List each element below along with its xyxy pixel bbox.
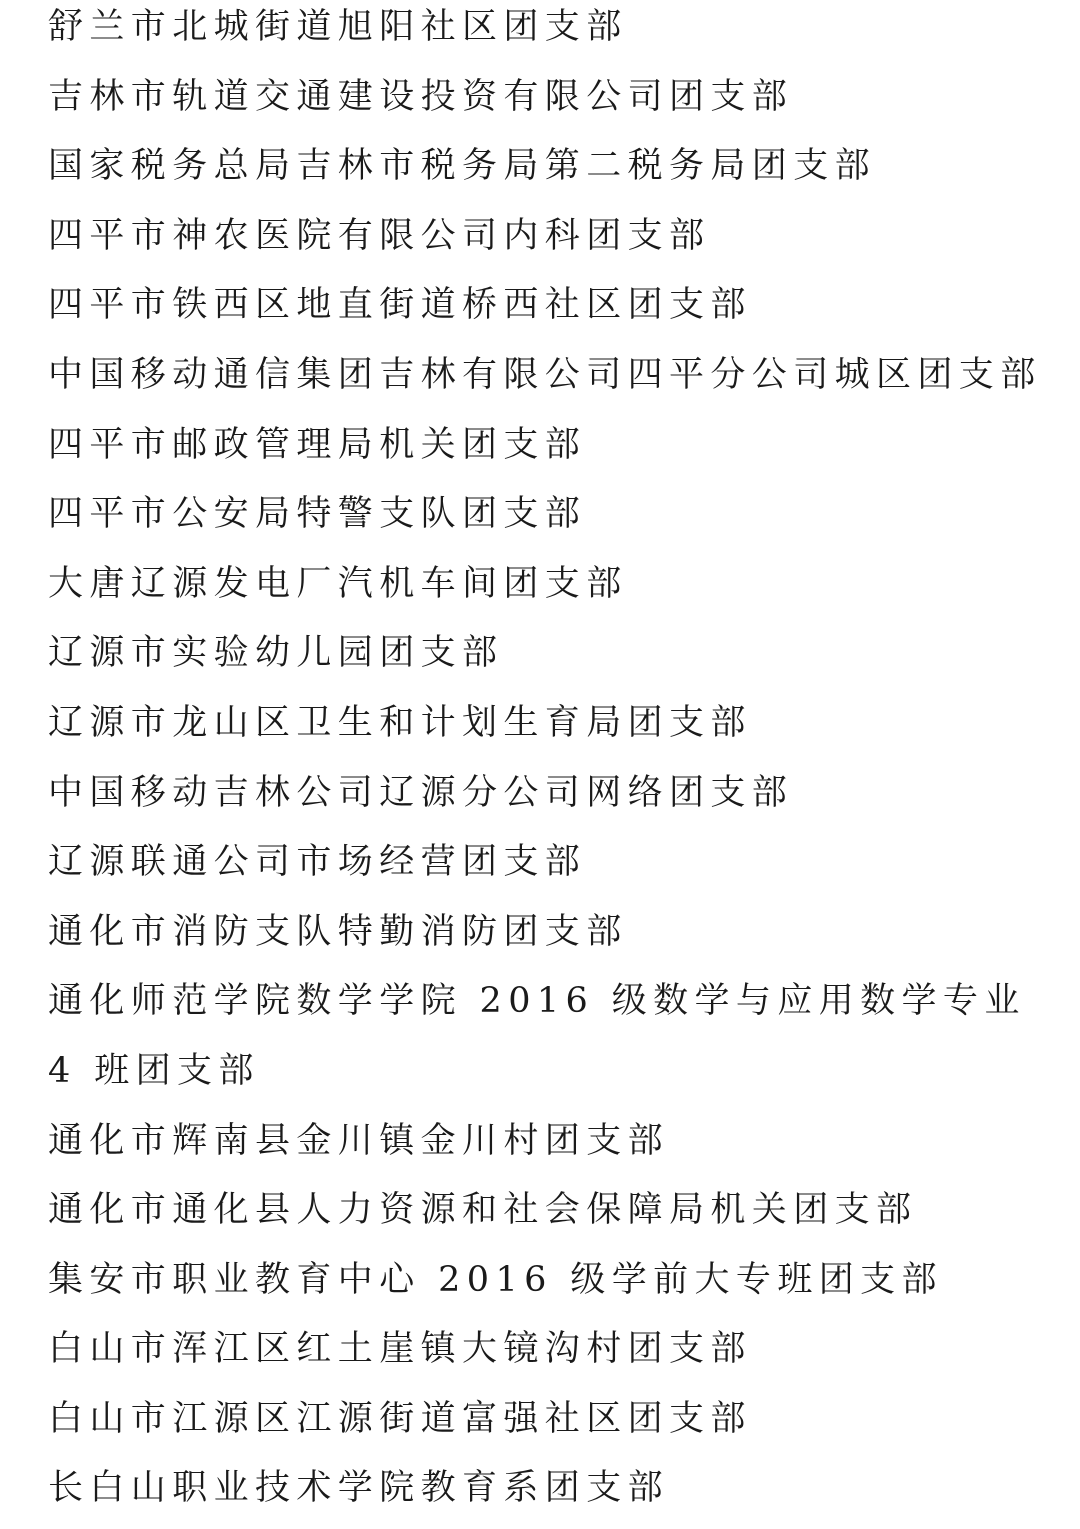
- organization-list: [48, 0, 1068, 1529]
- list-item: 辽源联通公司市场经营团支部: [48, 842, 587, 883]
- list-item: 中国移动吉林公司辽源分公司网络团支部: [48, 772, 794, 813]
- list-item: 辽源市实验幼儿园团支部: [48, 633, 504, 674]
- list-item: 大唐辽源发电厂汽机车间团支部: [48, 563, 628, 604]
- list-item: 吉林市轨道交通建设投资有限公司团支部: [48, 76, 794, 117]
- list-item: 国家税务总局吉林市税务局第二税务局团支部: [48, 146, 877, 187]
- list-item: 四平市铁西区地直街道桥西社区团支部: [48, 285, 752, 326]
- list-item: 4 班团支部: [48, 1050, 260, 1091]
- list-item: 通化市通化县人力资源和社会保障局机关团支部: [48, 1190, 918, 1231]
- list-item: 四平市公安局特警支队团支部: [48, 494, 587, 535]
- list-item: 辽源市龙山区卫生和计划生育局团支部: [48, 702, 752, 743]
- list-item: 通化市辉南县金川镇金川村团支部: [48, 1120, 670, 1161]
- list-item: 舒兰市北城街道旭阳社区团支部: [48, 7, 628, 47]
- list-item: 白山市江源区江源街道富强社区团支部: [48, 1398, 752, 1439]
- list-item: 集安市职业教育中心 2016 级学前大专班团支部: [48, 1259, 943, 1300]
- list-item: 中国移动通信集团吉林有限公司四平分公司城区团支部: [48, 354, 1042, 395]
- list-item: 四平市神农医院有限公司内科团支部: [48, 215, 711, 256]
- list-item: 通化市消防支队特勤消防团支部: [48, 911, 628, 952]
- list-item: 通化师范学院数学学院 2016 级数学与应用数学专业: [48, 981, 1026, 1022]
- list-item: 四平市邮政管理局机关团支部: [48, 424, 587, 465]
- list-item: 白山市浑江区红土崖镇大镜沟村团支部: [48, 1329, 752, 1370]
- list-item: 长白山职业技术学院教育系团支部: [48, 1468, 670, 1509]
